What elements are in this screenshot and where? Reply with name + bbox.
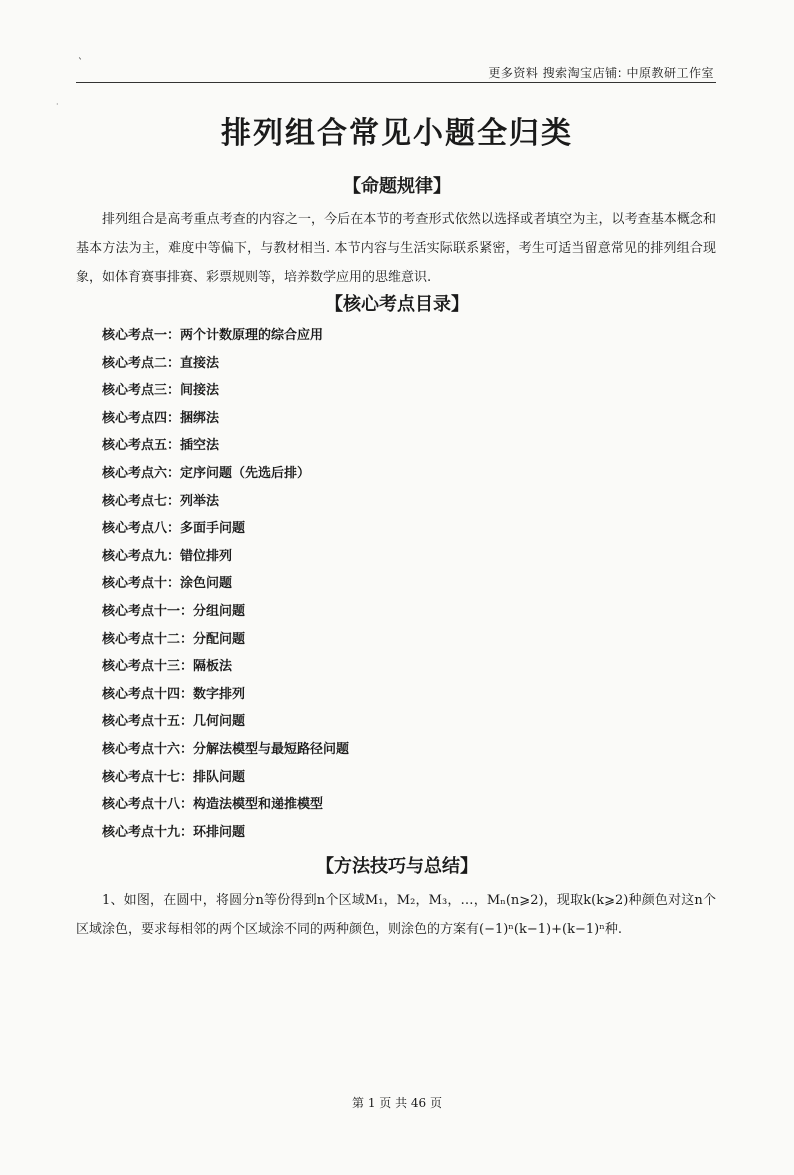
page-header xyxy=(76,60,716,83)
toc-item: 核心考点十五：几何问题 xyxy=(102,714,246,730)
toc-item: 核心考点十三：隔板法 xyxy=(102,659,233,675)
toc-list xyxy=(102,322,349,846)
rule-paragraph: 排列组合是高考重点考查的内容之一，今后在本节的考查形式依然以选择或者填空为主，以考查基本概念和基本方法为主，难度中等偏下，与教材相当. 本节内容与生活实际联系紧密，考生可适当留意常见的排列组合现象，如体育赛事排赛、彩票规则等，培养数学应用的思维意识. xyxy=(76,212,716,285)
page-number: 第 1 页 共 46 页 xyxy=(352,1096,442,1110)
toc-item: 核心考点二：直接法 xyxy=(102,355,220,371)
toc-item: 核心考点一：两个计数原理的综合应用 xyxy=(102,328,324,343)
toc-item: 核心考点十八：构造法模型和递推模型 xyxy=(102,797,324,813)
rule-heading: 【命题规律】 xyxy=(343,176,451,197)
method-heading: 【方法技巧与总结】 xyxy=(316,856,478,877)
toc-item: 核心考点十九：环排问题 xyxy=(102,824,246,840)
toc-item: 核心考点十：涂色问题 xyxy=(102,576,233,592)
header-text: 更多资料 搜索淘宝店铺: 中原教研工作室 xyxy=(488,66,714,80)
method-paragraph: 1、如图，在圆中，将圆分n等份得到n个区域M₁，M₂，M₃，…，Mₙ(n⩾2)，现取k(k⩾2)种颜色对这n个区域涂色，要求每相邻的两个区域涂不同的两种颜色，则涂色的方案有(−1)ⁿ(k−1)+(k−1)ⁿ种. xyxy=(76,893,716,937)
scan-dot: · xyxy=(56,100,59,109)
toc-item: 核心考点十七：排队问题 xyxy=(102,769,246,785)
toc-item: 核心考点四：捆绑法 xyxy=(102,410,220,426)
toc-item: 核心考点十一：分组问题 xyxy=(102,603,246,619)
scan-mark: ` xyxy=(78,58,83,69)
toc-item: 核心考点五：插空法 xyxy=(102,438,220,454)
toc-heading: 【核心考点目录】 xyxy=(325,294,469,315)
toc-item: 核心考点十二：分配问题 xyxy=(102,631,246,647)
toc-item: 核心考点八：多面手问题 xyxy=(102,521,246,537)
toc-item: 核心考点九：错位排列 xyxy=(102,548,233,564)
toc-item: 核心考点七：列举法 xyxy=(102,493,220,509)
toc-item: 核心考点三：间接法 xyxy=(102,383,220,399)
toc-item: 核心考点十四：数字排列 xyxy=(102,686,246,702)
toc-item: 核心考点十六：分解法模型与最短路径问题 xyxy=(102,741,350,757)
toc-item: 核心考点六：定序问题（先选后排） xyxy=(102,465,311,481)
page-title: 排列组合常见小题全归类 xyxy=(221,116,573,151)
